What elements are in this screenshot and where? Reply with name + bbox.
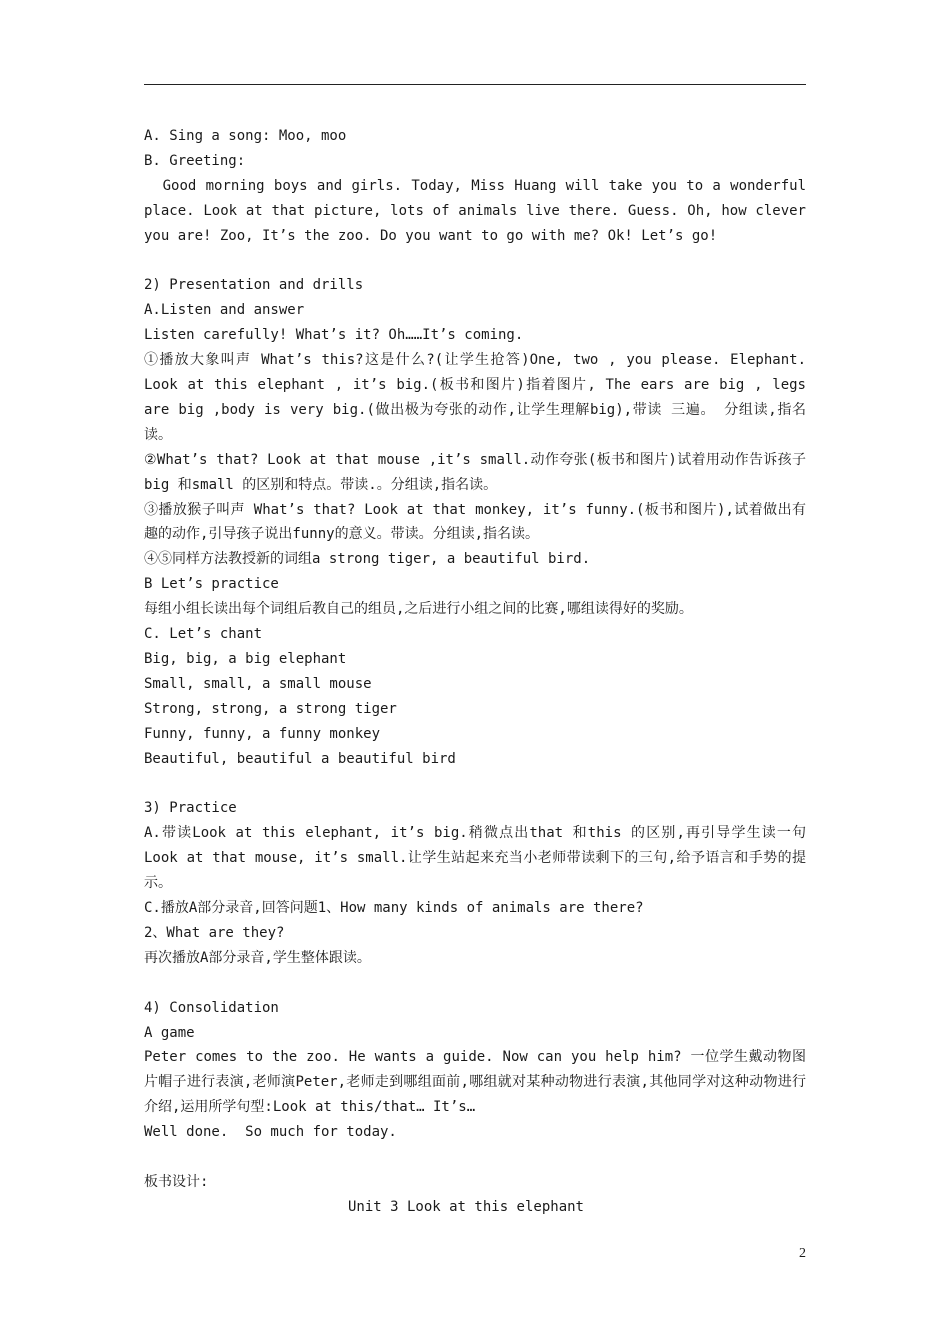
line-listen-carefully: Listen carefully! What’s it? Oh……It’s coming.: [144, 327, 524, 344]
line-tiger-bird: ④⑤同样方法教授新的词组a strong tiger, a beautiful bird.: [144, 551, 591, 568]
line-replay: 再次播放A部分录音,学生整体跟读。: [144, 949, 371, 966]
blank-line: [144, 772, 806, 797]
line-practice-c: C.播放A部分录音,回答问题1、How many kinds of animals are there?: [144, 900, 644, 917]
paragraph-monkey: ③播放猴子叫声 What’s that? Look at that monkey, it’s funny.(板书和图片),试着做出有趣的动作,引导孩子说出funny的意义。带读。分组读,指名读。: [144, 501, 806, 543]
section-practice: 3) Practice: [144, 800, 237, 817]
line-sing-song: A. Sing a song: Moo, moo: [144, 128, 347, 144]
blank-line: [144, 1145, 806, 1170]
blank-line: [144, 249, 806, 274]
document-body: [144, 124, 815, 1220]
line-listen-answer: A.Listen and answer: [144, 302, 305, 319]
line-group-reading: 每组小组长读出每个词组后教自己的组员,之后进行小组之间的比赛,哪组读得好的奖励。: [144, 601, 693, 618]
page-number: 2: [799, 1246, 806, 1261]
section-consolidation: 4) Consolidation: [144, 999, 279, 1016]
paragraph-game: Peter comes to the zoo. He wants a guide. Now can you help him? 一位学生戴动物图片帽子进行表演,老师演Peter,老师走到哪组面前,哪组就对某种动物进行表演,其他同学对这种动物进行介绍,运用所学句型:Look at this/that… It’s…: [144, 1049, 806, 1116]
line-what-are-they: 2、What are they?: [144, 924, 285, 941]
header-rule: [144, 84, 806, 85]
paragraph-mouse: ②What’s that? Look at that mouse ,it’s small.动作夸张(板书和图片)试着用动作告诉孩子big 和small 的区别和特点。带读.。分组读,指名读。: [144, 451, 806, 493]
chant-line-5: Beautiful, beautiful a beautiful bird: [144, 750, 456, 767]
section-presentation: 2) Presentation and drills: [144, 277, 364, 294]
line-a-game: A game: [144, 1024, 195, 1041]
chant-line-3: Strong, strong, a strong tiger: [144, 700, 397, 717]
paragraph-practice-a: A.带读Look at this elephant, it’s big.稍微点出that 和this 的区别,再引导学生读一句Look at that mouse, it’s small.让学生站起来充当小老师带读剩下的三句,给予语言和手势的提示。: [144, 825, 806, 892]
blank-line: [144, 971, 806, 996]
chant-line-1: Big, big, a big elephant: [144, 651, 347, 668]
chant-line-4: Funny, funny, a funny monkey: [144, 725, 381, 742]
line-well-done: Well done. So much for today.: [144, 1124, 397, 1141]
line-greeting-heading: B. Greeting:: [144, 152, 246, 169]
line-board-design: 板书设计:: [144, 1174, 209, 1190]
paragraph-elephant: ①播放大象叫声 What’s this?这是什么?(让学生抢答)One, two , you please. Elephant. Look at this elephant , it’s big.(板书和图片)指着图片, The ears are big , legs are big ,body is very big.(做出极为夸张的动作,让学生理解big),带读 三遍。 分组读,指名读。: [144, 352, 815, 443]
board-title: Unit 3 Look at this elephant: [347, 1198, 584, 1215]
paragraph-greeting: Good morning boys and girls. Today, Miss Huang will take you to a wonderful place. Look at that picture, lots of animals live there. Guess. Oh, how clever you are! Zoo, It’s the zoo. Do you want to go with me? Ok! Let’s go!: [144, 177, 815, 244]
line-lets-chant: C. Let’s chant: [144, 626, 263, 643]
line-lets-practice: B Let’s practice: [144, 576, 279, 593]
chant-line-2: Small, small, a small mouse: [144, 675, 372, 692]
